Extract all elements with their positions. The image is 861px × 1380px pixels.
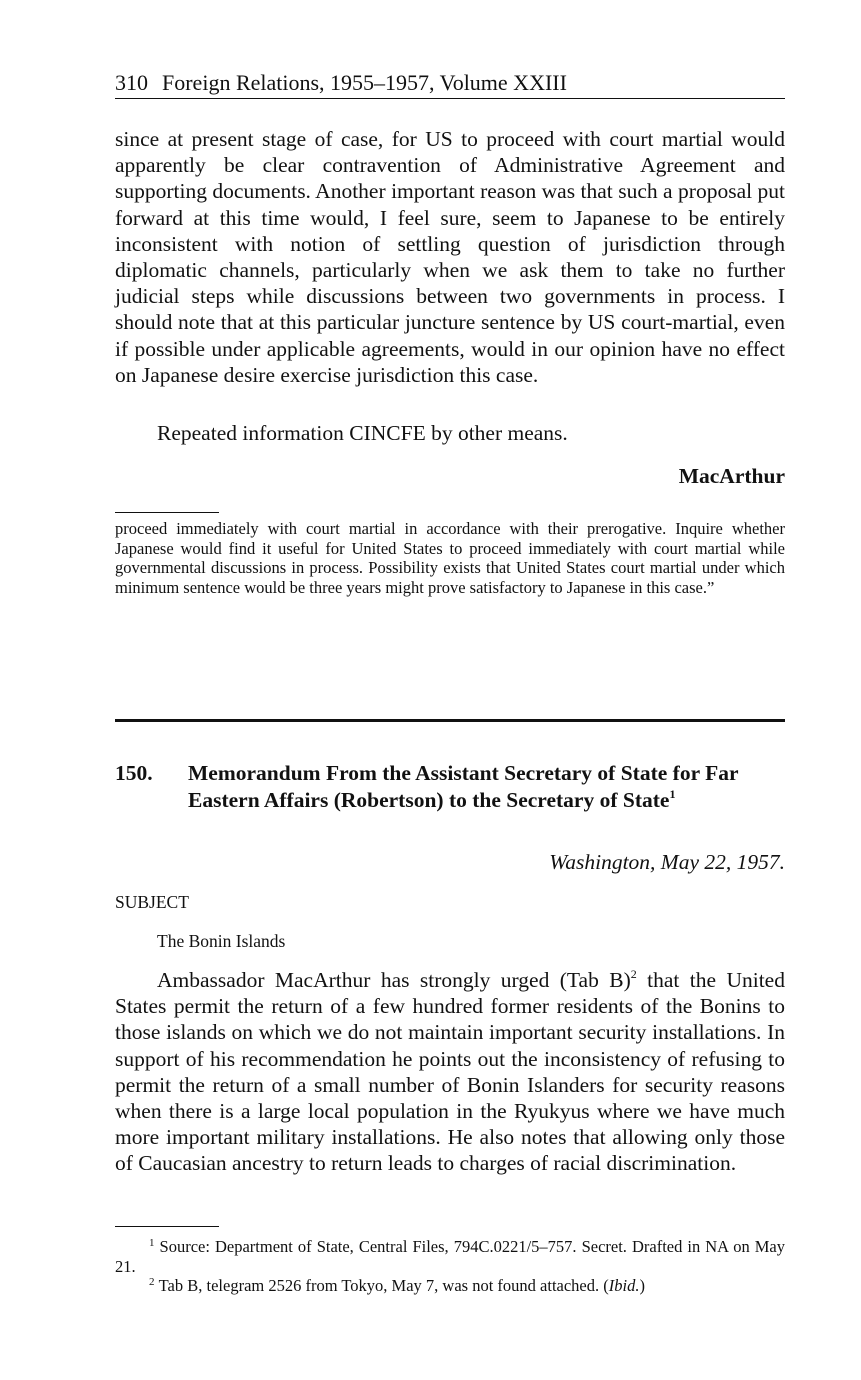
memo-paragraph <box>115 967 785 1177</box>
place-date: Washington, May 22, 1957. <box>549 850 785 874</box>
memo-paragraph-rest: that the United States permit the return of a few hundred former residents of the Bonins to those islands on which we do not maintain important security installations. In support of his recommendation he points out the inconsistency of refusing to permit the return of a small number of Bonin Islanders for security reasons when there is a large local population in the Ryukyus where we have much more important military installations. He also notes that allowing only those of Caucasian ancestry to return leads to charges of racial discrimination. <box>115 968 785 1176</box>
document-title <box>188 760 785 813</box>
subject-text: The Bonin Islands <box>157 931 286 951</box>
footnote-text: Tab B, telegram 2526 from Tokyo, May 7, was not found attached. ( <box>158 1276 609 1295</box>
memo-paragraph-lead: Ambassador MacArthur has strongly urged (Tab B) <box>157 968 631 992</box>
footnote-ibid: Ibid. <box>608 1276 640 1295</box>
footnote-divider <box>115 1226 219 1227</box>
document-title-text: Memorandum From the Assistant Secretary of State for Far Eastern Affairs (Robertson) to the Secretary of State <box>188 761 739 812</box>
footnote-marker: 2 <box>630 967 637 981</box>
footnote-2 <box>115 1276 785 1296</box>
document-heading <box>115 760 785 813</box>
subject-label: SUBJECT <box>115 892 189 912</box>
running-head <box>115 70 785 99</box>
repeated-info-line: Repeated information CINCFE by other means. <box>157 421 568 445</box>
footnote-divider <box>115 512 219 513</box>
signature: MacArthur <box>678 464 785 488</box>
document-number: 150. <box>115 761 153 785</box>
footnote-marker: 1 <box>669 786 676 801</box>
footnote-marker: 2 <box>149 1276 155 1288</box>
volume-title: Foreign Relations, 1955–1957, Volume XXIII <box>162 70 567 95</box>
footnote-text: Source: Department of State, Central Files, 794C.0221/5–757. Secret. Drafted in NA on May 21. <box>115 1237 785 1276</box>
footnote-text-end: ) <box>639 1276 645 1295</box>
footnote-marker: 1 <box>149 1237 155 1249</box>
footnote-continuation: proceed immediately with court martial in accordance with their prerogative. Inquire whether Japanese would find it useful for United States to proceed immediately with court martial while governmental discussions in process. Possibility exists that United States court martial under which minimum sentence would be three years might prove satisfactory to Japanese in this case.” <box>115 519 785 597</box>
footnote-1 <box>115 1237 785 1276</box>
page-number: 310 <box>115 70 148 95</box>
section-divider <box>115 719 785 722</box>
continued-paragraph: since at present stage of case, for US to proceed with court martial would apparently be clear contravention of Administrative Agreement and supporting documents. Another important reason was that such a proposal put forward at this time would, I feel sure, seem to Japanese to be entirely inconsistent with notion of settling question of jurisdiction through diplomatic channels, particularly when we ask them to take no further judicial steps while discussions between two governments in process. I should note that at this particular juncture sentence by US court-martial, even if possible under applicable agreements, would in our opinion have no effect on Japanese desire exercise jurisdiction this case. <box>115 127 785 387</box>
